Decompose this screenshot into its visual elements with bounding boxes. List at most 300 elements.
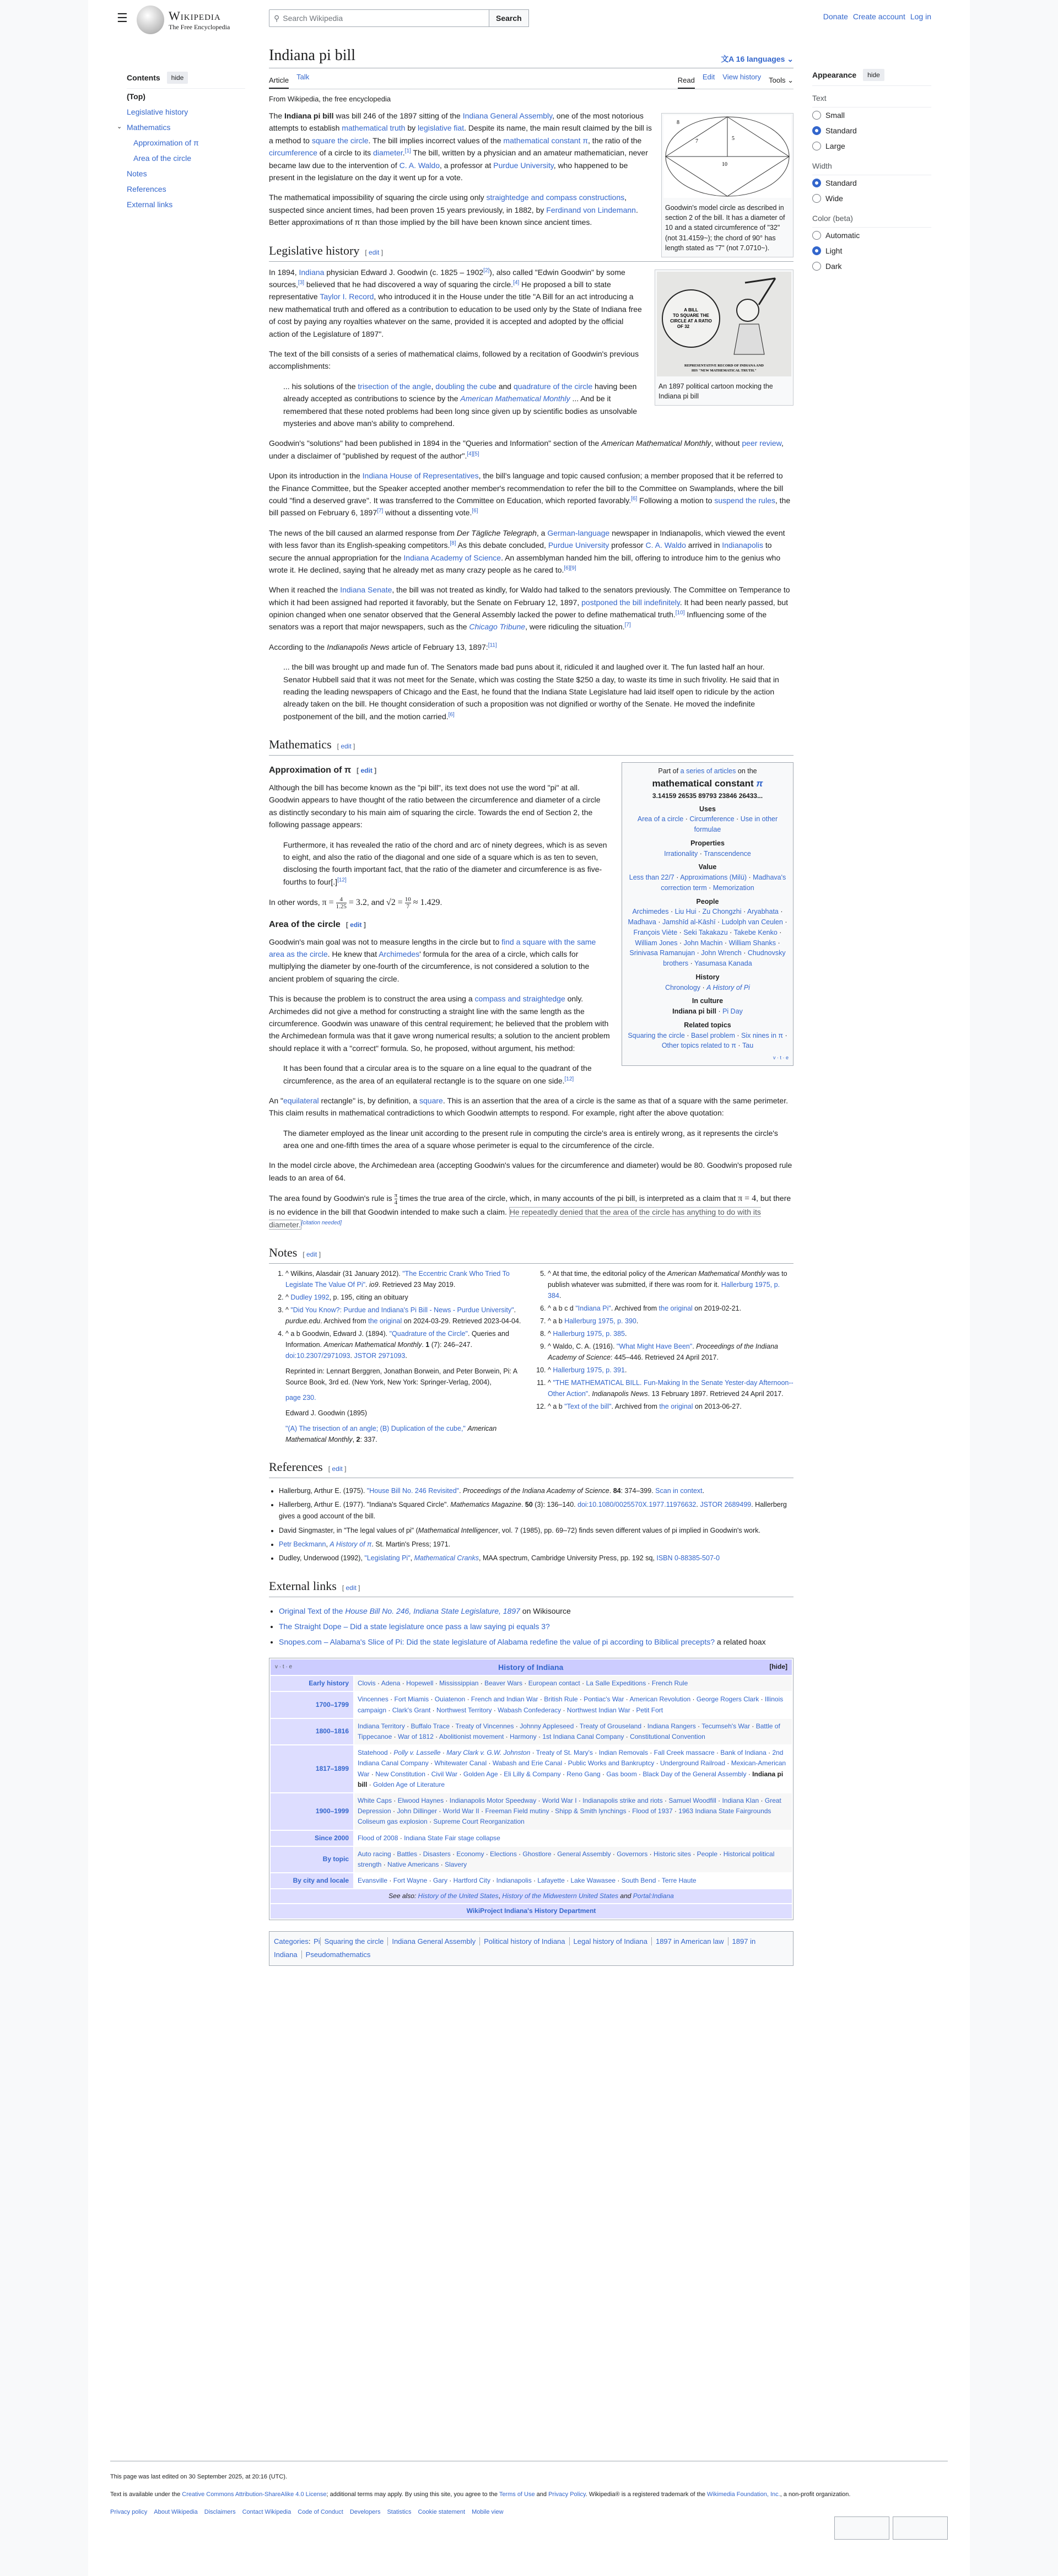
navbox-link[interactable]: Indiana Rangers — [647, 1722, 696, 1730]
navbox-link[interactable]: Harmony — [509, 1733, 537, 1740]
link[interactable]: equilateral — [283, 1096, 319, 1105]
link[interactable]: Snopes.com – Alabama's Slice of Pi: Did the state legislature of Alabama redefine the value of pi according to Biblical precepts? — [279, 1637, 715, 1647]
navbox-link[interactable]: Disasters — [423, 1850, 451, 1858]
appearance-option[interactable] — [812, 228, 931, 243]
navbox-link[interactable]: Buffalo Trace — [411, 1722, 450, 1730]
reference-link[interactable]: [12] — [337, 877, 347, 883]
edit-section-link[interactable]: [ edit ] — [342, 1584, 360, 1592]
navbox-link[interactable]: Great Depression — [358, 1796, 781, 1815]
reference-link[interactable]: [4][5] — [467, 451, 479, 457]
navbox-link[interactable]: Treaty of Grouseland — [579, 1722, 642, 1730]
navbox-link[interactable]: Clovis — [358, 1679, 376, 1688]
category-item[interactable] — [301, 1950, 375, 1959]
footer-link[interactable]: Cookie statement — [418, 2509, 466, 2515]
appearance-option[interactable] — [812, 107, 931, 123]
mediawiki-badge[interactable] — [893, 2516, 948, 2540]
appearance-option[interactable] — [812, 138, 931, 154]
navbox-link[interactable]: 1st Indiana Canal Company — [542, 1733, 624, 1740]
link[interactable]: Purdue University — [548, 541, 609, 550]
appearance-option[interactable] — [812, 191, 931, 206]
link[interactable]: page 230. — [285, 1394, 316, 1402]
navbox-link[interactable]: White Caps — [358, 1796, 392, 1804]
navbox-link[interactable]: General Assembly — [557, 1850, 611, 1858]
link[interactable]: "THE MATHEMATICAL BILL. Fun-Making In the Senate Yester-day Afternoon--Other Action" — [548, 1379, 794, 1398]
link[interactable]: doubling the cube — [435, 381, 496, 391]
category-item[interactable] — [651, 1937, 728, 1946]
navbox-link[interactable]: Tecumseh's War — [701, 1722, 751, 1730]
navbox-link[interactable]: Governors — [617, 1850, 648, 1858]
link[interactable]: Archimedes — [379, 949, 420, 958]
wikipedia-logo[interactable] — [137, 6, 230, 34]
link[interactable]: suspend the rules — [714, 495, 775, 505]
navbox-link[interactable]: Battle of Tippecanoe — [358, 1722, 780, 1740]
navbox-link[interactable]: Petit Fort — [636, 1706, 663, 1714]
wikimedia-badge[interactable] — [834, 2516, 889, 2540]
reference-link[interactable]: [12] — [564, 1075, 574, 1082]
navbox-link[interactable]: British Rule — [544, 1695, 578, 1704]
reference-link[interactable]: [6] — [472, 508, 478, 514]
navbox-link[interactable]: Beaver Wars — [484, 1679, 523, 1688]
category-item[interactable] — [569, 1937, 651, 1946]
link[interactable]: JSTOR 2971093 — [354, 1352, 406, 1360]
navbox-group-label[interactable]: 1700–1799 — [271, 1692, 353, 1717]
footer-link[interactable]: Mobile view — [472, 2509, 504, 2515]
category-link[interactable]: Legal history of Indiana — [573, 1937, 647, 1946]
navbox-link[interactable]: Terre Haute — [661, 1877, 697, 1885]
reference-link[interactable]: [6] — [448, 712, 455, 718]
link[interactable]: American Mathematical Monthly — [460, 394, 570, 403]
navbox-title[interactable]: History of Indiana — [498, 1662, 564, 1672]
navbox-link[interactable]: Economy — [456, 1850, 484, 1858]
category-link[interactable]: Pi — [314, 1937, 320, 1946]
toc-item[interactable] — [127, 181, 245, 197]
navbox-link[interactable]: La Salle Expeditions — [586, 1679, 646, 1688]
navbox-link[interactable]: Statehood — [358, 1749, 388, 1757]
link[interactable]: Privacy Policy — [548, 2491, 586, 2498]
navbox-link[interactable]: Ouiatenon — [434, 1695, 466, 1704]
vte-links[interactable]: v · t · e — [275, 1664, 293, 1670]
category-link[interactable]: Squaring the circle — [324, 1937, 384, 1946]
navbox-group-label[interactable]: 1817–1899 — [271, 1745, 353, 1792]
link[interactable]: Terms of Use — [499, 2491, 535, 2498]
link[interactable]: "Quadrature of the Circle" — [389, 1330, 468, 1338]
toc-hide-button[interactable]: hide — [167, 72, 188, 84]
sidebar-link[interactable]: Approximations (Milü) — [680, 874, 747, 882]
navbox-link[interactable]: Underground Railroad — [660, 1759, 726, 1767]
sidebar-link[interactable]: Squaring the circle — [628, 1031, 685, 1039]
navbox-link[interactable]: John Dillinger — [397, 1807, 438, 1815]
footer-link[interactable]: Developers — [349, 2509, 381, 2515]
wikiproject-link-text[interactable]: WikiProject Indiana's History Department — [466, 1907, 596, 1915]
sidebar-link[interactable]: Takebe Kenko — [733, 928, 778, 936]
sidebar-link[interactable]: John Machin — [683, 939, 723, 947]
link[interactable]: Original Text of the — [279, 1607, 346, 1616]
appearance-option[interactable] — [812, 243, 931, 258]
categories-label[interactable]: Categories — [274, 1937, 309, 1946]
reference-link[interactable]: [7] — [377, 508, 384, 514]
category-item[interactable] — [387, 1937, 479, 1946]
link[interactable]: the original — [368, 1317, 402, 1325]
link[interactable]: Hallerburg 1975, p. 385 — [553, 1330, 625, 1338]
category-link[interactable]: Pseudomathematics — [305, 1950, 371, 1959]
navbox-link[interactable]: Polly v. Lasselle — [393, 1749, 441, 1757]
navbox-link[interactable]: Shipp & Smith lynchings — [555, 1807, 627, 1815]
footer-link[interactable]: About Wikipedia — [154, 2509, 198, 2515]
sidebar-link[interactable]: François Viète — [633, 928, 678, 936]
navbox-link[interactable]: Adena — [381, 1679, 401, 1688]
link[interactable]: Petr Beckmann — [279, 1540, 326, 1548]
navbox-link[interactable]: South Bend — [621, 1877, 656, 1885]
sidebar-link[interactable]: Chronology — [665, 983, 701, 991]
see-also-link[interactable]: History of the Midwestern United States — [502, 1892, 619, 1900]
sidebar-link[interactable]: Zu Chongzhi — [702, 908, 742, 916]
navbox-link[interactable]: Gas boom — [606, 1770, 637, 1778]
link[interactable]: C. A. Waldo — [645, 541, 686, 550]
reference-link[interactable]: [4] — [513, 279, 520, 286]
toc-item[interactable] — [117, 120, 245, 135]
link[interactable]: A History of π — [330, 1540, 372, 1548]
reference-link[interactable]: [2] — [483, 267, 490, 274]
edit-link[interactable]: edit — [306, 1250, 317, 1258]
navbox-link[interactable]: French Rule — [651, 1679, 688, 1688]
edit-section-link[interactable]: [ edit ] — [365, 248, 384, 256]
link[interactable]: mathematical constant π — [503, 136, 589, 145]
tab-read[interactable]: Read — [678, 73, 695, 89]
link[interactable]: Indiana General Assembly — [462, 111, 553, 120]
navbox-link[interactable]: French and Indian War — [471, 1695, 538, 1704]
appearance-option[interactable] — [812, 123, 931, 138]
link[interactable]: Creative Commons Attribution-ShareAlike 4.0 License — [182, 2491, 327, 2498]
link[interactable]: ISBN 0-88385-507-0 — [656, 1554, 720, 1562]
navbox-link[interactable]: George Rogers Clark — [696, 1695, 759, 1704]
navbox-hide-button[interactable]: [hide] — [769, 1663, 787, 1671]
footer-link[interactable]: Statistics — [387, 2509, 412, 2515]
navbox-link[interactable]: Reno Gang — [566, 1770, 601, 1778]
appearance-option[interactable] — [812, 175, 931, 191]
link[interactable]: "What Might Have Been" — [616, 1343, 693, 1351]
edit-section-link[interactable]: [ edit ] — [337, 742, 355, 751]
navbox-link[interactable]: Evansville — [358, 1877, 388, 1885]
navbox-link[interactable]: New Constitution — [375, 1770, 425, 1778]
appearance-hide-button[interactable]: hide — [863, 69, 884, 81]
footer-link[interactable]: Contact Wikipedia — [242, 2509, 292, 2515]
link[interactable]: "House Bill No. 246 Revisited" — [366, 1486, 460, 1495]
navbox-link[interactable]: Samuel Woodfill — [668, 1796, 716, 1804]
link[interactable]: Mathematical Cranks — [414, 1554, 479, 1562]
link[interactable]: Indiana Academy of Science — [403, 553, 501, 562]
navbox-link[interactable]: Indiana Territory — [358, 1722, 405, 1730]
radio-button[interactable] — [812, 179, 821, 187]
navbox-link[interactable]: Indiana Klan — [722, 1796, 759, 1804]
navbox-link[interactable]: Northwest Indian War — [566, 1706, 630, 1714]
navbox-link[interactable]: Slavery — [445, 1860, 467, 1868]
navbox-link[interactable]: Bank of Indiana — [720, 1749, 766, 1757]
category-item[interactable] — [320, 1937, 388, 1946]
navbox-link[interactable]: Supreme Court Reorganization — [433, 1818, 525, 1826]
link[interactable]: "Legislating Pi" — [364, 1554, 411, 1562]
link[interactable]: German-language — [547, 528, 610, 537]
navbox-link[interactable]: European contact — [528, 1679, 580, 1688]
navbox-link[interactable]: Flood of 2008 — [358, 1834, 398, 1842]
footer-link[interactable]: Privacy policy — [110, 2509, 148, 2515]
link[interactable]: "Did You Know?: Purdue and Indiana's Pi Bill - News - Purdue University" — [290, 1306, 514, 1314]
edit-section-link[interactable]: [ edit ] — [328, 1465, 347, 1473]
navbox-link[interactable]: Battles — [397, 1850, 418, 1858]
link[interactable]: the original — [658, 1305, 693, 1313]
navbox-link[interactable]: Indian Removals — [598, 1749, 648, 1757]
link[interactable]: square the circle — [311, 136, 369, 145]
link[interactable]: straightedge and compass constructions — [486, 193, 625, 202]
political-cartoon-image[interactable] — [657, 272, 791, 376]
pi-link[interactable]: π — [756, 778, 763, 789]
reference-link[interactable]: [8] — [450, 540, 456, 547]
category-item[interactable] — [312, 1937, 320, 1946]
link[interactable]: peer review — [742, 439, 781, 448]
link[interactable]: C. A. Waldo — [399, 160, 440, 170]
link[interactable]: square — [419, 1096, 443, 1105]
sidebar-link[interactable]: Tau — [742, 1042, 754, 1050]
navbox-link[interactable]: Clark's Grant — [392, 1706, 431, 1714]
sidebar-link[interactable]: Madhava — [628, 918, 656, 926]
sidebar-link[interactable]: Pi Day — [722, 1007, 743, 1016]
link[interactable]: Indiana House of Representatives — [362, 471, 479, 481]
navbox-group-label[interactable]: 1900–1999 — [271, 1793, 353, 1830]
edit-link[interactable]: edit — [346, 1584, 357, 1592]
tab-article[interactable]: Article — [269, 73, 289, 89]
link[interactable]: "(A) The trisection of an angle; (B) Duplication of the cube," — [285, 1425, 466, 1433]
navbox-link[interactable]: Elwood Haynes — [397, 1796, 444, 1804]
edit-link[interactable]: edit — [332, 1465, 343, 1473]
appearance-option[interactable] — [812, 258, 931, 274]
category-link[interactable]: 1897 in Indiana — [274, 1937, 756, 1959]
sidebar-link[interactable]: William Shanks — [728, 939, 776, 947]
tab-talk[interactable]: Talk — [296, 73, 310, 81]
tools-menu[interactable]: Tools ⌄ — [769, 76, 794, 84]
link[interactable]: House Bill No. 246, Indiana State Legislature, 1897 — [345, 1607, 520, 1616]
edit-section-link[interactable]: [ edit ] — [303, 1250, 321, 1258]
toc-item[interactable] — [127, 104, 245, 120]
edit-section-link[interactable]: [ edit ] — [357, 767, 377, 775]
category-link[interactable]: Political history of Indiana — [484, 1937, 565, 1946]
toc-item[interactable] — [127, 150, 245, 166]
link[interactable]: JSTOR 2689499 — [700, 1501, 752, 1509]
reference-link[interactable]: [6] — [631, 495, 638, 502]
edit-link[interactable]: edit — [341, 742, 352, 751]
link[interactable]: circumference — [269, 148, 317, 158]
navbox-link[interactable]: Freeman Field mutiny — [485, 1807, 549, 1815]
sidebar-link[interactable]: Circumference — [689, 815, 735, 823]
navbox-link[interactable]: Indiana State Fair stage collapse — [404, 1834, 500, 1842]
wikiproject-link[interactable] — [271, 1904, 792, 1918]
navbox-link[interactable]: Lake Wawasee — [570, 1877, 616, 1885]
toc-item[interactable] — [127, 166, 245, 181]
navbox-link[interactable]: 2nd Indiana Canal Company — [358, 1749, 784, 1767]
sidebar-link[interactable]: Use in other formulae — [694, 815, 778, 834]
navbox-link[interactable]: Wabash Confederacy — [498, 1706, 562, 1714]
link[interactable]: the original — [659, 1403, 693, 1411]
link[interactable]: Scan in context — [655, 1486, 703, 1495]
tab-view-history[interactable]: View history — [722, 73, 762, 81]
navbox-link[interactable]: Abolitionist movement — [439, 1733, 504, 1740]
reference-link[interactable]: [1] — [404, 148, 411, 154]
navbox-link[interactable]: Mexican-American War — [358, 1759, 786, 1778]
sidebar-link[interactable]: Jamshīd al-Kāshī — [662, 918, 716, 926]
donate-link[interactable]: Donate — [823, 12, 848, 21]
navbox-link[interactable]: People — [697, 1850, 718, 1858]
sidebar-link[interactable]: Madhava's correction term — [661, 874, 786, 892]
link[interactable]: "The Eccentric Crank Who Tried To Legislate The Value Of Pi" — [285, 1270, 510, 1289]
sidebar-link[interactable]: Other topics related to π — [661, 1042, 736, 1050]
main-menu-icon[interactable]: ☰ — [117, 11, 128, 25]
link[interactable]: quadrature of the circle — [513, 381, 593, 391]
language-button[interactable]: 文A 16 languages ⌄ — [721, 55, 794, 63]
navbox-link[interactable]: Mary Clark v. G.W. Johnston — [446, 1749, 531, 1757]
navbox-link[interactable]: Hopewell — [406, 1679, 434, 1688]
sidebar-link[interactable]: Ludolph van Ceulen — [721, 918, 783, 926]
link[interactable]: Indiana Senate — [340, 585, 392, 595]
series-link[interactable]: a series of articles — [680, 767, 736, 775]
link[interactable]: Indiana — [299, 267, 325, 277]
link[interactable]: Ferdinand von Lindemann — [546, 205, 636, 214]
navbox-link[interactable]: Native Americans — [387, 1860, 439, 1868]
navbox-link[interactable]: World War I — [542, 1796, 577, 1804]
edit-link[interactable]: edit — [350, 921, 362, 929]
navbox-link[interactable]: Fall Creek massacre — [654, 1749, 715, 1757]
sidebar-link[interactable]: John Wrench — [701, 949, 742, 957]
radio-button[interactable] — [812, 142, 821, 150]
link[interactable]: Chicago Tribune — [469, 622, 526, 632]
link[interactable]: Hallerburg 1975, p. 390 — [564, 1317, 636, 1325]
radio-button[interactable] — [812, 246, 821, 255]
navbox-group-label[interactable]: Early history — [271, 1676, 353, 1691]
navbox-link[interactable]: Public Works and Bankruptcy — [568, 1759, 655, 1767]
navbox-link[interactable]: Treaty of St. Mary's — [536, 1749, 593, 1757]
sidebar-link[interactable]: Aryabhata — [747, 908, 779, 916]
navbox-link[interactable]: Illinois campaign — [358, 1695, 784, 1714]
navbox-link[interactable]: Northwest Territory — [436, 1706, 492, 1714]
create-account-link[interactable]: Create account — [852, 12, 905, 21]
sidebar-link[interactable]: Seki Takakazu — [683, 928, 728, 936]
sidebar-link[interactable]: Yasumasa Kanada — [694, 960, 752, 968]
navbox-link[interactable]: Golden Age of Literature — [373, 1780, 445, 1788]
link[interactable]: "Indiana Pi" — [575, 1305, 611, 1313]
reference-link[interactable]: [10] — [675, 610, 685, 616]
edit-link[interactable]: edit — [360, 767, 373, 775]
navbox-link[interactable]: Gary — [433, 1877, 447, 1885]
login-link[interactable]: Log in — [910, 12, 931, 21]
link[interactable]: legislative fiat — [418, 123, 465, 133]
navbox-link[interactable]: Indianapolis strike and riots — [582, 1796, 663, 1804]
navbox-link[interactable]: American Revolution — [629, 1695, 691, 1704]
link[interactable]: trisection of the angle — [358, 381, 431, 391]
reference-link[interactable]: [6][9] — [564, 565, 576, 572]
search-button[interactable]: Search — [489, 9, 529, 27]
link[interactable]: doi:10.2307/2971093 — [285, 1352, 350, 1360]
navbox-link[interactable]: Fort Miamis — [394, 1695, 429, 1704]
sidebar-link[interactable]: Liu Hui — [674, 908, 697, 916]
see-also-link[interactable]: History of the United States — [418, 1892, 499, 1900]
sidebar-link[interactable]: Transcendence — [704, 849, 751, 858]
navbox-link[interactable]: Historic sites — [653, 1850, 691, 1858]
link[interactable]: Indianapolis — [722, 541, 763, 550]
radio-button[interactable] — [812, 194, 821, 203]
navbox-link[interactable]: Pontiac's War — [584, 1695, 624, 1704]
search-input[interactable] — [269, 9, 489, 27]
link[interactable]: "Text of the bill" — [564, 1403, 612, 1411]
link[interactable]: Taylor I. Record — [320, 292, 374, 301]
link[interactable]: Hallerburg 1975, p. 384 — [548, 1281, 780, 1300]
navbox-group-label[interactable]: By city and locale — [271, 1873, 353, 1888]
navbox-link[interactable]: Flood of 1937 — [632, 1807, 673, 1815]
link[interactable]: Purdue University — [493, 160, 554, 170]
navbox-link[interactable]: Johnny Appleseed — [520, 1722, 574, 1730]
link[interactable]: Hallerburg 1975, p. 391 — [553, 1366, 625, 1375]
category-item[interactable] — [479, 1937, 569, 1946]
navbox-link[interactable]: Hartford City — [453, 1877, 490, 1885]
toc-item[interactable] — [127, 197, 245, 212]
navbox-link[interactable]: Treaty of Vincennes — [455, 1722, 514, 1730]
navbox-link[interactable]: Indianapolis Motor Speedway — [449, 1796, 537, 1804]
sidebar-link[interactable]: Irrationality — [664, 849, 698, 858]
navbox-link[interactable]: Golden Age — [463, 1770, 498, 1778]
link[interactable]: Wikimedia Foundation, Inc. — [707, 2491, 780, 2498]
reference-link[interactable]: [7] — [624, 622, 631, 628]
link[interactable]: postponed the bill indefinitely — [581, 597, 680, 607]
navbox-link[interactable]: Whitewater Canal — [434, 1759, 487, 1767]
sidebar-link[interactable]: Area of a circle — [637, 815, 684, 823]
navbox-link[interactable]: Vincennes — [358, 1695, 388, 1704]
radio-button[interactable] — [812, 111, 821, 120]
navbox-link[interactable]: Eli Lilly & Company — [504, 1770, 561, 1778]
link[interactable]: diameter — [373, 148, 403, 158]
navbox-link[interactable]: Auto racing — [358, 1850, 391, 1858]
link[interactable]: The Straight Dope – Did a state legislature once pass a law saying pi equals 3? — [279, 1622, 550, 1631]
vte-links[interactable]: v · t · e — [773, 1055, 789, 1061]
sidebar-link[interactable]: William Jones — [635, 939, 678, 947]
navbox-link[interactable]: Black Day of the General Assembly — [643, 1770, 747, 1778]
navbox-link[interactable]: Indianapolis — [496, 1877, 532, 1885]
category-link[interactable]: Indiana General Assembly — [392, 1937, 476, 1946]
reference-link[interactable]: [3] — [298, 279, 305, 286]
navbox-link[interactable]: Ghostlore — [522, 1850, 552, 1858]
navbox-link[interactable]: Wabash and Erie Canal — [492, 1759, 563, 1767]
footer-link[interactable]: Disclaimers — [204, 2509, 236, 2515]
navbox-link[interactable]: 1963 Indiana State Fairgrounds Coliseum gas explosion — [358, 1807, 771, 1826]
navbox-link[interactable]: World War II — [442, 1807, 479, 1815]
reference-link[interactable]: [11] — [488, 642, 497, 649]
sidebar-link[interactable]: Less than 22/7 — [629, 874, 674, 882]
see-also-link[interactable]: Portal:Indiana — [633, 1892, 674, 1900]
link[interactable]: mathematical truth — [342, 123, 406, 133]
navbox-link[interactable]: War of 1812 — [397, 1733, 434, 1740]
navbox-group-label[interactable]: 1800–1816 — [271, 1719, 353, 1744]
chevron-down-icon[interactable]: ⌄ — [117, 123, 122, 130]
sidebar-link[interactable]: A History of Pi — [706, 983, 750, 991]
edit-link[interactable]: edit — [369, 248, 380, 256]
category-link[interactable]: 1897 in American law — [655, 1937, 724, 1946]
navbox-link[interactable]: Civil War — [431, 1770, 458, 1778]
navbox-link[interactable]: Mississippian — [439, 1679, 479, 1688]
link[interactable]: compass and straightedge — [474, 994, 565, 1004]
edit-section-link[interactable]: [ edit ] — [346, 921, 366, 929]
radio-button[interactable] — [812, 126, 821, 135]
tab-edit[interactable]: Edit — [702, 73, 715, 81]
sidebar-link[interactable]: Chudnovsky brothers — [663, 949, 786, 968]
navbox-link[interactable]: Elections — [490, 1850, 517, 1858]
radio-button[interactable] — [812, 231, 821, 240]
navbox-link[interactable]: Constitutional Convention — [630, 1733, 705, 1740]
sidebar-link[interactable]: Srinivasa Ramanujan — [629, 949, 695, 957]
